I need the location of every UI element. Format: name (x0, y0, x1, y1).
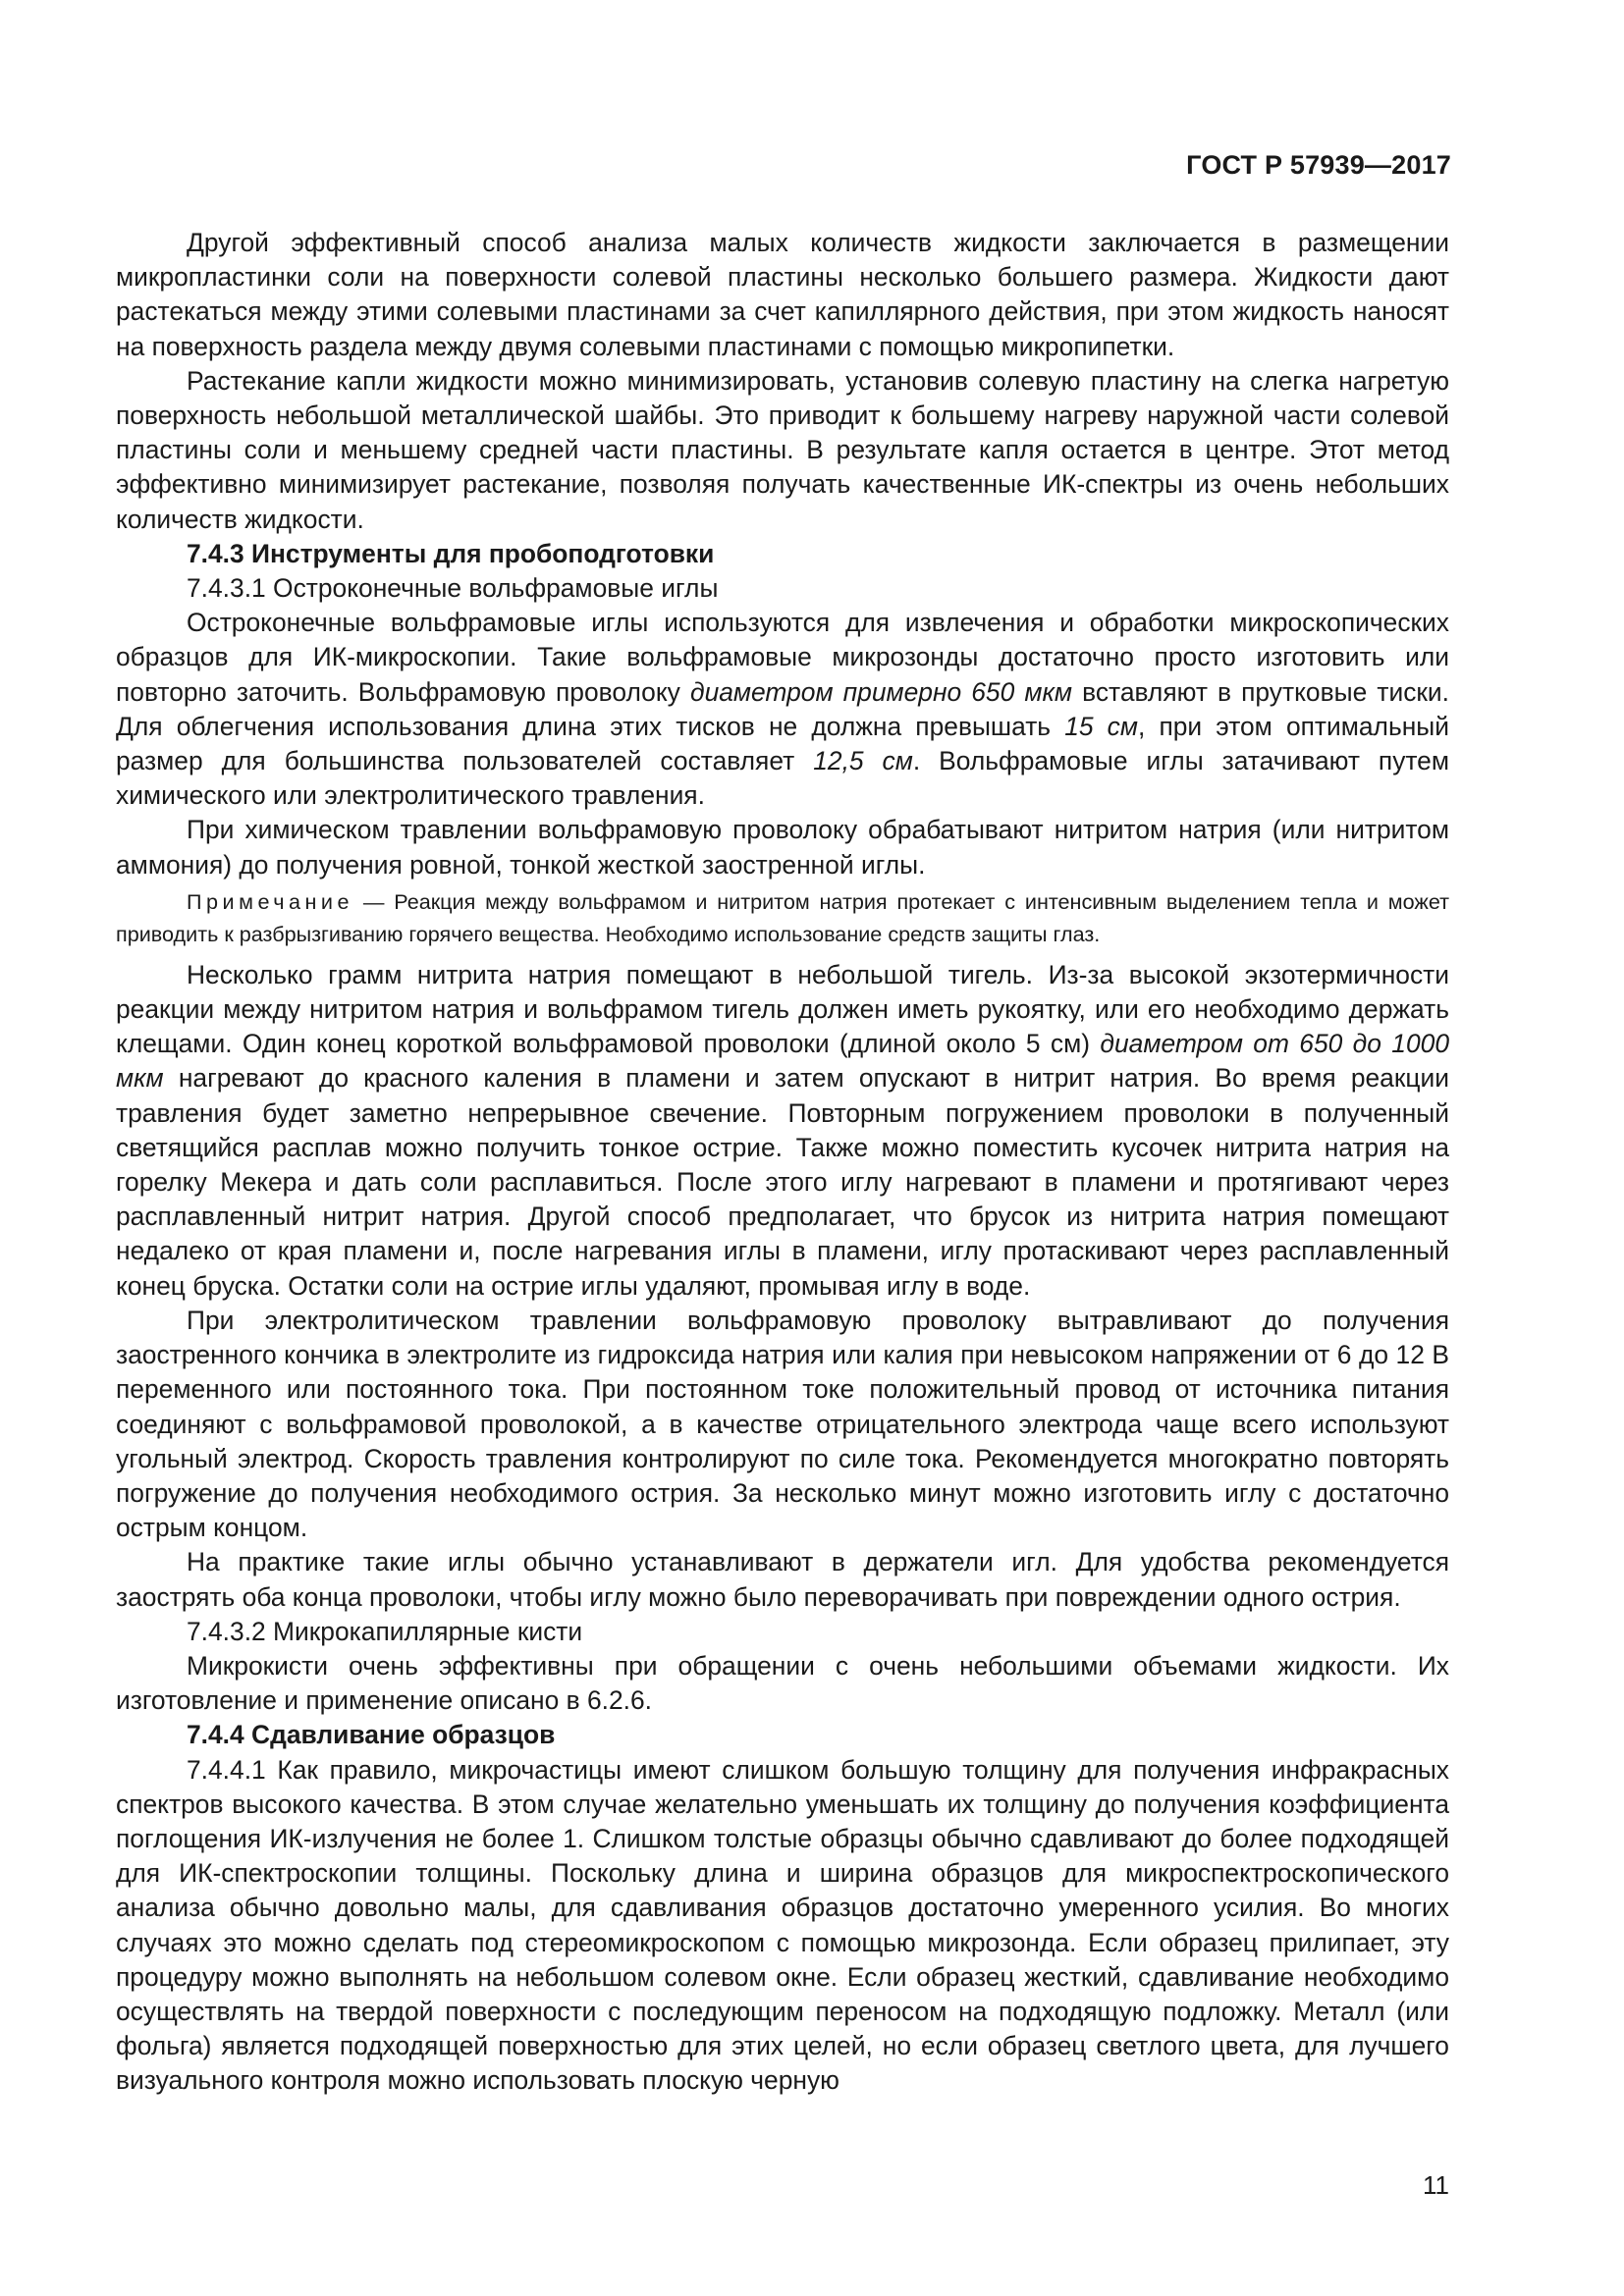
paragraph: Другой эффективный способ анализа малых количеств жидкости заключается в размещении микропластинки соли на поверхности солевой пластины несколько большего размера. Жидкости дают растекаться между этими солевыми пластинами за счет капиллярного действия, при этом жидкость наносят на поверхность раздела между двумя солевыми пластинами с помощью микропипетки. (116, 228, 1449, 361)
section-heading-7-4-3: 7.4.3 Инструменты для пробоподготовки (187, 538, 715, 568)
document-body (116, 226, 1449, 2099)
section-heading-7-4-4: 7.4.4 Сдавливание образцов (187, 1720, 556, 1750)
note-label: Примечание (187, 888, 353, 914)
paragraph: Несколько грамм нитрита натрия помещают в небольшой тигель. Из-за высокой экзотермичности реакции между нитритом натрия и вольфрамом тигель должен иметь рукоятку, или его необходимо держать клещами. Один конец короткой вольфрамовой проволоки (длиной около 5 см) диаметром от 650 до 1000 мкм нагревают до красного каления в пламени и затем опускают в нитрит натрия. Во время реакции травления будет заметно непрерывное свечение. Повторным погружением проволоки в полученный светящийся расплав можно получить тонкое острие. Также можно поместить кусочек нитрита натрия на горелку Мекера и дать соли расплавиться. После этого иглу нагревают в пламени и протягивают через расплавленный нитрит натрия. Другой способ предполагает, что брусок из нитрита натрия помещают недалеко от края пламени и, после нагревания иглы в пламени, иглу протаскивают через расплавленный конец бруска. Остатки соли на острие иглы удаляют, промывая иглу в воде. (116, 959, 1449, 1301)
paragraph: Микрокисти очень эффективны при обращении с очень небольшими объемами жидкости. Их изготовление и применение описано в 6.2.6. (116, 1650, 1449, 1716)
subsection-heading-7-4-3-2: 7.4.3.2 Микрокапиллярные кисти (187, 1616, 583, 1646)
paragraph: Растекание капли жидкости можно минимизировать, установив солевую пластину на слегка нагретую поверхность небольшой металлической шайбы. Это приводит к большему нагреву наружной части солевой пластины соли и меньшему средней части пластины. В результате капля остается в центре. Этот метод эффективно минимизирует растекание, позволяя получать качественные ИК-спектры из очень небольших количеств жидкости. (116, 365, 1449, 534)
page-number: 11 (1423, 2170, 1449, 2200)
paragraph: Остроконечные вольфрамовые иглы используются для извлечения и обработки микроскопических образцов для ИК-микроскопии. Такие вольфрамовые микрозонды достаточно просто изготовить или повторно заточить. Вольфрамовую проволоку диаметром примерно 650 мкм вставляют в прутковые тиски. Для облегчения использования длина этих тисков не должна превышать 15 см, при этом оптимальный размер для большинства пользователей составляет 12,5 см. Вольфрамовые иглы затачивают путем химического или электролитического травления. (116, 608, 1450, 811)
note (116, 885, 1449, 950)
subsection-heading-7-4-3-1: 7.4.3.1 Остроконечные вольфрамовые иглы (187, 573, 719, 604)
paragraph: При химическом травлении вольфрамовую проволоку обрабатывают нитритом натрия (или нитритом аммония) до получения ровной, тонкой жесткой заостренной иглы. (116, 815, 1449, 880)
note-text: — Реакция между вольфрамом и нитритом натрия протекает с интенсивным выделением тепла и может приводить к разбрызгиванию горячего вещества. Необходимо использование средств защиты глаз. (116, 888, 1449, 946)
paragraph: На практике такие иглы обычно устанавливают в держатели игл. Для удобства рекомендуется заострять оба конца проволоки, чтобы иглу можно было переворачивать при повреждении одного острия. (116, 1547, 1449, 1612)
paragraph: 7.4.4.1 Как правило, микрочастицы имеют слишком большую толщину для получения инфракрасных спектров высокого качества. В этом случае желательно уменьшать их толщину до получения коэффициента поглощения ИК-излучения не более 1. Слишком толстые образцы обычно сдавливают до более подходящей для ИК-спектроскопии толщины. Поскольку длина и ширина образцов для микроспектроскопического анализа обычно довольно малы, для сдавливания образцов достаточно умеренного усилия. Во многих случаях это можно сделать под стереомикроскопом с помощью микрозонда. Если образец прилипает, эту процедуру можно выполнять на небольшом солевом окне. Если образец жесткий, сдавливание необходимо осуществлять на твердой поверхности с последующим переносом на подходящую подложку. Металл (или фольга) является подходящей поверхностью для этих целей, но если образец светлого цвета, для лучшего визуального контроля можно использовать плоскую черную (116, 1754, 1449, 2096)
document-header: ГОСТ Р 57939—2017 (1186, 150, 1451, 180)
paragraph: При электролитическом травлении вольфрамовую проволоку вытравливают до получения заостренного кончика в электролите из гидроксида натрия или калия при невысоком напряжении от 6 до 12 В переменного или постоянного тока. При постоянном токе положительный провод от источника питания соединяют с вольфрамовой проволокой, а в качестве отрицательного электрода чаще всего используют угольный электрод. Скорость травления контролируют по силе тока. Рекомендуется многократно повторять погружение до получения необходимого острия. За несколько минут можно изготовить иглу с достаточно острым концом. (116, 1305, 1449, 1543)
